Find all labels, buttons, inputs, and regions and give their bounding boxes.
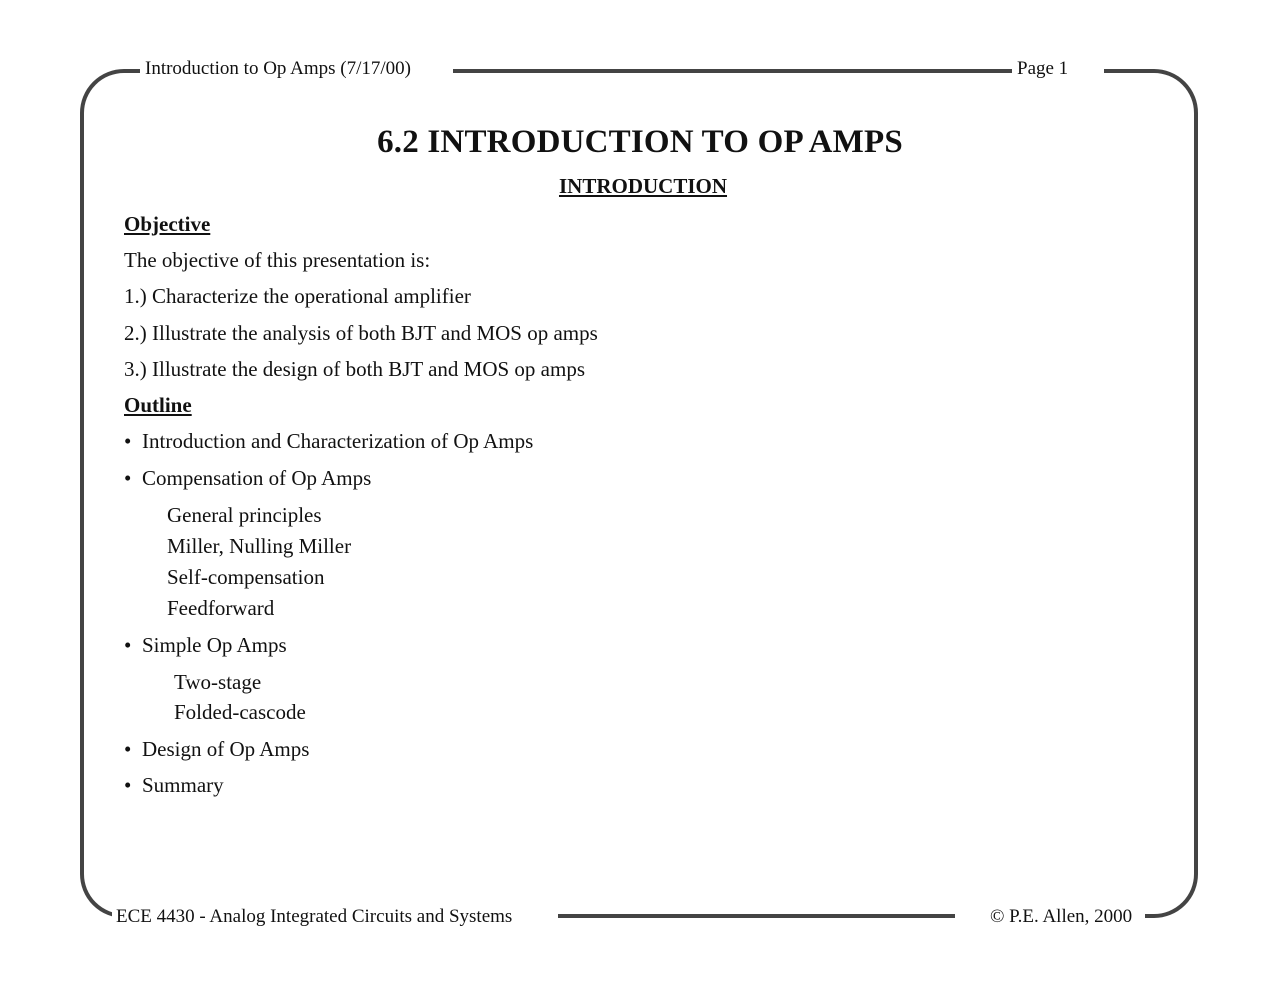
outline-item: Simple Op Amps [142, 633, 287, 657]
outline-item: Summary [142, 773, 224, 797]
objective-item: 2.) Illustrate the analysis of both BJT and MOS op amps [124, 321, 598, 345]
bullet-icon: • [124, 429, 132, 453]
footer-course: ECE 4430 - Analog Integrated Circuits and Systems [116, 906, 513, 927]
outline-subitem: Self-compensation [167, 565, 325, 589]
outline-heading: Outline [124, 393, 192, 417]
outline-subitem: General principles [167, 503, 322, 527]
outline-subitem: Feedforward [167, 596, 275, 620]
outline-subitem: Miller, Nulling Miller [167, 534, 352, 558]
objective-intro: The objective of this presentation is: [124, 248, 431, 272]
bullet-icon: • [124, 773, 132, 797]
bullet-icon: • [124, 737, 132, 761]
header-left: Introduction to Op Amps (7/17/00) [145, 58, 411, 79]
page-title: 6.2 INTRODUCTION TO OP AMPS [377, 124, 903, 160]
bullet-icon: • [124, 466, 132, 490]
outline-item: Compensation of Op Amps [142, 466, 372, 490]
outline-item: Design of Op Amps [142, 737, 310, 761]
outline-item: Introduction and Characterization of Op Amps [142, 429, 534, 453]
bullet-icon: • [124, 633, 132, 657]
outline-subitem: Folded-cascode [174, 700, 306, 724]
outline-subitem: Two-stage [174, 670, 262, 694]
objective-item: 3.) Illustrate the design of both BJT and MOS op amps [124, 357, 585, 381]
section-subtitle: INTRODUCTION [558, 174, 728, 198]
objective-item: 1.) Characterize the operational amplifier [124, 284, 471, 308]
objective-heading: Objective [124, 212, 211, 236]
page-number: Page 1 [1017, 58, 1069, 79]
footer-copyright: © P.E. Allen, 2000 [990, 906, 1133, 927]
